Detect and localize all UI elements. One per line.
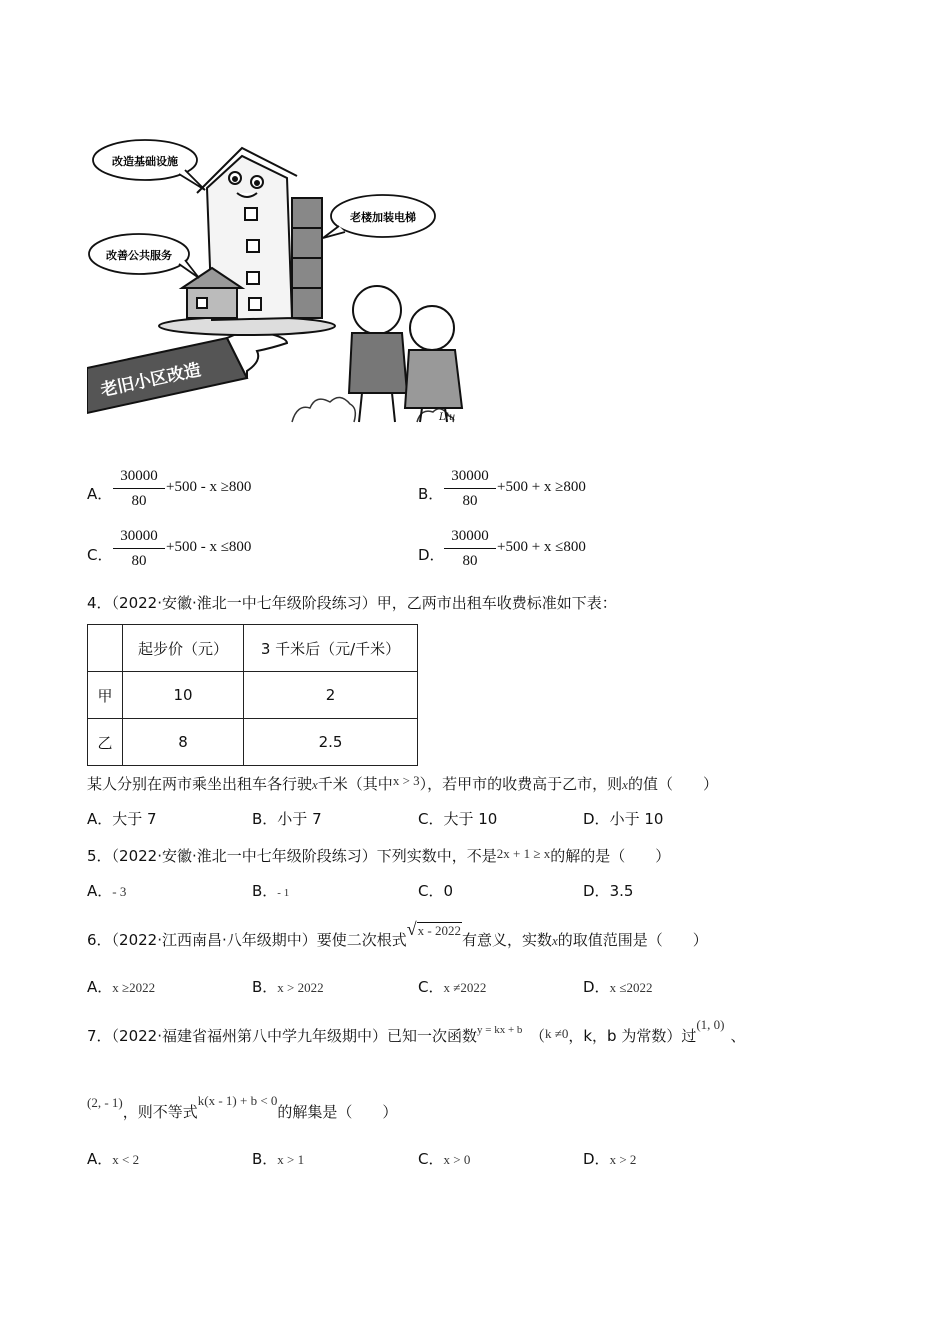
q6-option-a: A．x ≥2022 <box>87 978 156 996</box>
table-cell: 甲 <box>88 672 123 719</box>
option-letter: C． <box>87 546 113 564</box>
table-header-cell <box>88 625 123 672</box>
fraction: $\frac{30000}{80}$ <box>444 468 496 510</box>
q7-option-a: A．x < 2 <box>87 1150 140 1168</box>
q7-option-c: C．x > 0 <box>418 1150 471 1168</box>
fraction: $\frac{30000}{80}$ <box>113 468 165 510</box>
q5-option-a: A．- 3 <box>87 882 127 900</box>
q4-option-c: C．大于 10 <box>418 810 498 828</box>
table-header-cell: 3 千米后（元/千米） <box>244 625 418 672</box>
q5-option-c: C．0 <box>418 882 454 900</box>
table-header-cell: 起步价（元） <box>123 625 244 672</box>
building-graphic <box>182 148 322 320</box>
q7-function: y = kx + b <box>477 1024 523 1036</box>
couple-graphic <box>349 286 462 422</box>
q6-option-c: C．x ≠2022 <box>418 978 487 996</box>
illustration <box>87 138 469 424</box>
q7-point-1: (1, 0) <box>696 1017 725 1032</box>
table-cell: 10 <box>123 672 244 719</box>
bubble-right <box>323 195 435 238</box>
q5-stem: 5．（2022·安徽·淮北一中七年级阶段练习）下列实数中，不是2x + 1 ≥ x的解的是（ ） <box>87 846 671 865</box>
table-header-row <box>88 625 418 672</box>
bubble-right-label: 老楼加装电梯 <box>350 211 416 224</box>
bubble-top <box>93 140 205 190</box>
table-row <box>88 672 418 719</box>
bubble-left <box>89 234 199 278</box>
table-cell: 8 <box>123 719 244 766</box>
signature-label: Liu <box>439 412 456 423</box>
q6-option-d: D．x ≤2022 <box>583 978 653 996</box>
q7-stem-line1: 7．（2022·福建省福州第八中学九年级期中）已知一次函数$^{y = kx + b}$ （k ≠0，k，b 为常数）过(1, 0)、 <box>87 1017 746 1045</box>
q4-math-x2: x <box>622 777 628 792</box>
q7-point-2: (2, - 1) <box>87 1095 123 1110</box>
q4-option-a: A．大于 7 <box>87 810 157 828</box>
bubble-left-label: 改善公共服务 <box>106 249 172 262</box>
table-cell: 乙 <box>88 719 123 766</box>
q4-stem: 4．（2022·安徽·淮北一中七年级阶段练习）甲，乙两市出租车收费标准如下表： <box>87 594 617 612</box>
fee-table <box>87 624 418 766</box>
q4-text-4: 的值（ ） <box>627 775 718 793</box>
q7-option-d: D．x > 2 <box>583 1150 637 1168</box>
option-letter: A． <box>87 485 113 503</box>
q4-math-x: x <box>312 777 318 792</box>
q7-stem-line2: (2, - 1)，则不等式k(x - 1) + b < 0的解集是（ ） <box>87 1093 398 1121</box>
q4-math-cond: x > 3 <box>392 773 420 788</box>
q4-text-1: 某人分别在两市乘坐出租车各行驶 <box>87 775 313 793</box>
option-expression: +500 + x ≥800 <box>497 479 586 495</box>
fraction: $\frac{30000}{80}$ <box>444 528 496 570</box>
q6-option-b: B．x > 2022 <box>252 978 324 996</box>
banner-label: 老旧小区改造 <box>98 360 203 401</box>
q4-option-d: D．小于 10 <box>583 810 664 828</box>
q5-math: 2x + 1 ≥ x <box>496 846 551 861</box>
q5-option-b: B．- 1 <box>252 882 290 900</box>
option-letter: B． <box>418 485 444 503</box>
radical: √x - 2022 <box>406 919 461 939</box>
option-expression: +500 - x ≥800 <box>166 479 252 495</box>
bubble-top-label: 改造基础设施 <box>112 155 178 168</box>
q4-option-b: B．小于 7 <box>252 810 322 828</box>
option-expression: +500 - x ≤800 <box>166 539 252 555</box>
table-cell: 2.5 <box>244 719 418 766</box>
q6-stem: 6．（2022·江西南昌·八年级期中）要使二次根式√x - 2022有意义，实数x的取值范围是（ ） <box>87 919 708 949</box>
q7-option-b: B．x > 1 <box>252 1150 305 1168</box>
option-expression: +500 + x ≤800 <box>497 539 586 555</box>
fraction: $\frac{30000}{80}$ <box>113 528 165 570</box>
q4-text-3: ），若甲市的收费高于乙市，则 <box>419 775 623 793</box>
q5-option-d: D．3.5 <box>583 882 634 900</box>
q7-inequality: k(x - 1) + b < 0 <box>197 1093 278 1108</box>
q4-text-2: 千米（其中 <box>317 775 393 793</box>
table-row <box>88 719 418 766</box>
q4-condition-line <box>87 773 718 794</box>
option-letter: D． <box>418 546 445 564</box>
table-cell: 2 <box>244 672 418 719</box>
